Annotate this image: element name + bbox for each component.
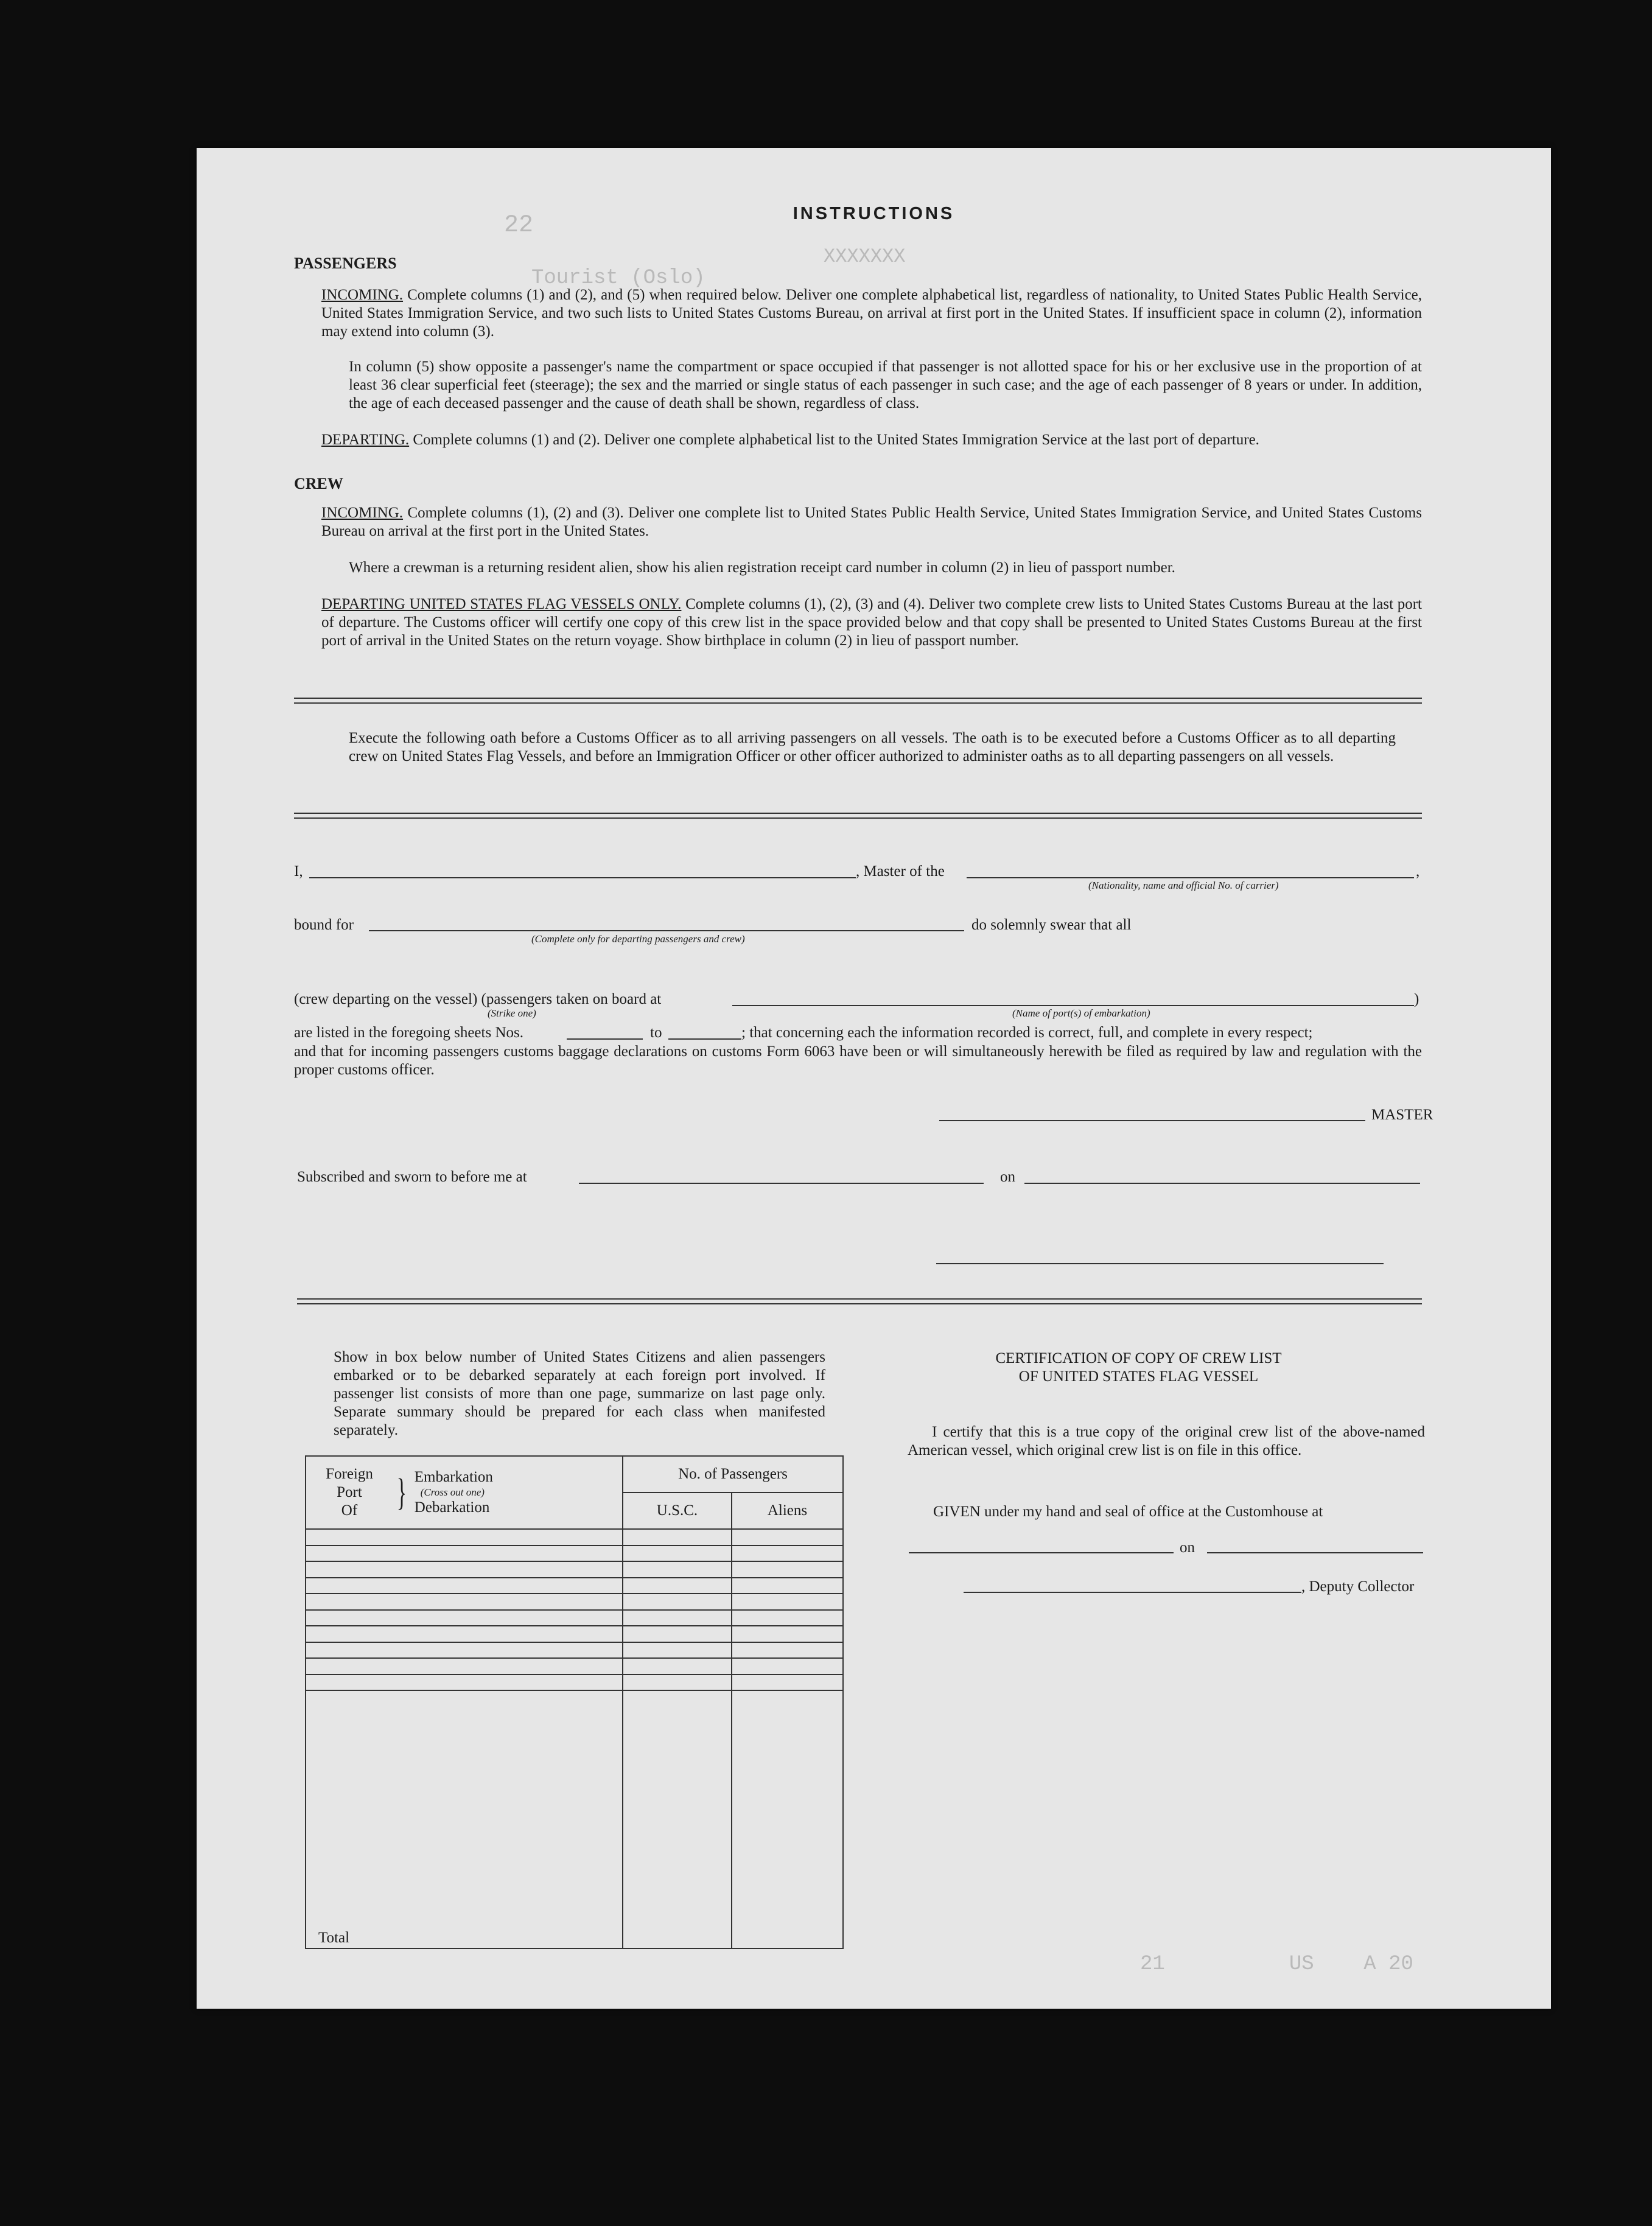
master-signature-field[interactable] <box>939 1120 1365 1121</box>
aliens-cell[interactable] <box>732 1675 843 1691</box>
strike-one-caption: (Strike one) <box>488 1007 536 1019</box>
subscribed-place-field[interactable] <box>579 1183 984 1184</box>
sheet-to-field[interactable] <box>668 1038 741 1040</box>
master-name-field[interactable] <box>309 877 856 878</box>
comma: , <box>1416 863 1420 880</box>
solemnly-swear-label: do solemnly swear that all <box>971 917 1132 933</box>
given-text: GIVEN under my hand and seal of office at the Customhouse at <box>933 1503 1323 1520</box>
passengers-incoming-paragraph <box>321 286 1422 341</box>
carrier-field[interactable] <box>967 877 1414 878</box>
total-row <box>306 1690 843 1948</box>
cert-on-label: on <box>1180 1539 1195 1556</box>
usc-cell[interactable] <box>623 1642 732 1659</box>
certification-title-1: CERTIFICATION OF COPY OF CREW LIST <box>995 1350 1282 1367</box>
passengers-heading: PASSENGERS <box>294 254 397 272</box>
port-header-cell <box>306 1456 623 1529</box>
port-cell[interactable] <box>306 1675 623 1691</box>
bleed-footer: 21 US A 20 <box>1140 1953 1413 1976</box>
table-row <box>306 1626 843 1642</box>
incoming-label: INCOMING. <box>321 287 404 303</box>
table-row <box>306 1529 843 1545</box>
port-cell[interactable] <box>306 1626 623 1642</box>
aliens-cell[interactable] <box>732 1626 843 1642</box>
cross-out-label: (Cross out one) <box>420 1486 485 1498</box>
crew-departing-label: DEPARTING UNITED STATES FLAG VESSELS ONLY. <box>321 596 682 612</box>
aliens-header: Aliens <box>732 1493 843 1529</box>
aliens-cell[interactable] <box>732 1529 843 1545</box>
aliens-cell[interactable] <box>732 1561 843 1578</box>
passengers-departing-paragraph <box>321 431 1429 449</box>
bound-for-label: bound for <box>294 917 354 933</box>
usc-total-cell[interactable] <box>623 1690 732 1948</box>
certify-text: I certify that this is a true copy of the original crew list of the above-named American vessel, which original crew list is on file in this office. <box>908 1424 1425 1458</box>
bleed-xxx: XXXXXXX <box>824 245 906 268</box>
bound-caption: (Complete only for departing passengers and crew) <box>531 933 745 945</box>
table-row <box>306 1594 843 1610</box>
port-cell[interactable] <box>306 1545 623 1562</box>
crew-departing-label: (crew departing on the vessel) (passengers taken on board at <box>294 991 662 1007</box>
crew-heading: CREW <box>294 475 343 492</box>
listed-text-2: and that for incoming passengers customs baggage declarations on customs Form 6063 have been or will simultaneously herewith be filed as required by law and regulation with the proper customs officer. <box>294 1043 1422 1078</box>
deputy-collector-label: , Deputy Collector <box>1301 1578 1415 1595</box>
departing-text: Complete columns (1) and (2). Deliver one complete alphabetical list to the United States Immigration Service at the last port of departure. <box>413 432 1259 448</box>
total-label: Total <box>306 1690 623 1948</box>
crew-incoming-label: INCOMING. <box>321 505 404 521</box>
port-cell[interactable] <box>306 1594 623 1610</box>
aliens-cell[interactable] <box>732 1594 843 1610</box>
aliens-total-cell[interactable] <box>732 1690 843 1948</box>
sheet-from-field[interactable] <box>567 1038 643 1040</box>
usc-cell[interactable] <box>623 1561 732 1578</box>
departing-label: DEPARTING. <box>321 432 410 448</box>
summary-instructions: Show in box below number of United States Citizens and alien passengers embarked or to be debarked separately at each foreign port involved. If passenger list consists of more than one page, summarize on last page only. Separate summary should be prepared for each class when manifested separately. <box>334 1349 825 1438</box>
port-cell[interactable] <box>306 1610 623 1626</box>
usc-header: U.S.C. <box>623 1493 732 1529</box>
table-row <box>306 1675 843 1691</box>
divider <box>294 702 1422 704</box>
crew-departing-paragraph <box>321 595 1422 650</box>
master-of-the-label: , Master of the <box>856 863 945 880</box>
bound-for-field[interactable] <box>369 930 964 931</box>
brace-glyph: } <box>396 1472 407 1513</box>
usc-cell[interactable] <box>623 1675 732 1691</box>
table-row <box>306 1545 843 1562</box>
aliens-cell[interactable] <box>732 1578 843 1594</box>
port-cell[interactable] <box>306 1578 623 1594</box>
aliens-cell[interactable] <box>732 1642 843 1659</box>
usc-cell[interactable] <box>623 1545 732 1562</box>
close-paren: ) <box>1414 991 1419 1007</box>
usc-cell[interactable] <box>623 1594 732 1610</box>
bleed-number: 22 <box>504 212 534 239</box>
debarkation-label: Debarkation <box>414 1499 490 1516</box>
divider <box>294 813 1422 814</box>
page-title: INSTRUCTIONS <box>793 204 955 223</box>
aliens-cell[interactable] <box>732 1545 843 1562</box>
divider <box>297 1298 1422 1300</box>
nationality-caption: (Nationality, name and official No. of carrier) <box>1088 880 1279 891</box>
table-row <box>306 1561 843 1578</box>
usc-cell[interactable] <box>623 1529 732 1545</box>
oath-i-label: I, <box>294 863 303 880</box>
usc-cell[interactable] <box>623 1610 732 1626</box>
usc-cell[interactable] <box>623 1578 732 1594</box>
column5-paragraph: In column (5) show opposite a passenger's name the compartment or space occupied if that passenger is not allotted space for his or her exclusive use in the proportion of at least 36 clear superficial feet (steerage); the sex and the married or single status of each passenger in such case; and the age of each passenger of 8 years or under. In addition, the age of each deceased passenger and the cause of death shall be shown, regardless of class. <box>349 359 1422 411</box>
usc-cell[interactable] <box>623 1658 732 1675</box>
usc-cell[interactable] <box>623 1626 732 1642</box>
divider <box>294 817 1422 819</box>
certification-title-2: OF UNITED STATES FLAG VESSEL <box>1018 1368 1259 1385</box>
deputy-signature-field[interactable] <box>964 1592 1301 1593</box>
ports-caption: (Name of port(s) of embarkation) <box>1012 1007 1150 1019</box>
crew-incoming-text: Complete columns (1), (2) and (3). Deliver one complete list to United States Public Health Service, United States Immigration Service, and United States Customs Bureau on arrival at the first port in the United States. <box>321 505 1422 539</box>
table-row <box>306 1642 843 1659</box>
divider <box>297 1303 1422 1304</box>
subscribed-on-label: on <box>1000 1169 1015 1185</box>
divider <box>294 698 1422 699</box>
subscribed-date-field[interactable] <box>1024 1183 1420 1184</box>
table-row <box>306 1658 843 1675</box>
to-label: to <box>650 1024 662 1041</box>
bleed-tourist: Tourist (Oslo) <box>531 267 705 290</box>
subscribed-label: Subscribed and sworn to before me at <box>297 1169 527 1185</box>
port-cell[interactable] <box>306 1561 623 1578</box>
embarkation-ports-field[interactable] <box>732 1005 1414 1006</box>
crewman-paragraph: Where a crewman is a returning resident alien, show his alien registration receipt card number in column (2) in lieu of passport number. <box>349 559 1175 576</box>
cert-date-field[interactable] <box>1207 1552 1423 1553</box>
crew-departing-text: Complete columns (1), (2), (3) and (4). Deliver two complete crew lists to United States Customs Bureau at the last port of departure. The Customs officer will certify one copy of this crew list in the space provided below and that copy shall be presented to United States Customs Bureau at the first port of arrival in the United States on the return voyage. Show birthplace in column (2) in lieu of passport number. <box>321 596 1422 649</box>
incoming-text: Complete columns (1) and (2), and (5) when required below. Deliver one complete alphabetical list, regardless of nationality, to United States Public Health Service, United States Immigration Service, and two such lists to United States Customs Bureau, on arrival at first port in the United States. If insufficient space in column (2), information may extend into column (3). <box>321 287 1423 340</box>
officer-signature-field[interactable] <box>936 1263 1384 1264</box>
customhouse-field[interactable] <box>909 1552 1174 1553</box>
foreign-port-label: Foreign Port Of <box>326 1466 373 1519</box>
port-cell[interactable] <box>306 1529 623 1545</box>
table-row <box>306 1578 843 1594</box>
no-passengers-header: No. of Passengers <box>623 1456 843 1493</box>
listed-rest: ; that concerning each the information recorded is correct, full, and complete in every respect; <box>741 1024 1313 1041</box>
master-label: MASTER <box>1371 1107 1433 1123</box>
document-page <box>197 148 1551 2009</box>
aliens-cell[interactable] <box>732 1658 843 1675</box>
listed-in-label: are listed in the foregoing sheets Nos. <box>294 1024 523 1041</box>
port-cell[interactable] <box>306 1642 623 1659</box>
aliens-cell[interactable] <box>732 1610 843 1626</box>
crew-incoming-paragraph <box>321 504 1422 541</box>
embarkation-label: Embarkation <box>414 1469 493 1485</box>
oath-instructions: Execute the following oath before a Customs Officer as to all arriving passengers on all vessels. The oath is to be executed before a Customs Officer as to all departing crew on United States Flag Vessels, and before an Immigration Officer or other officer authorized to administer oaths as to all departing passengers on all vessels. <box>349 730 1396 765</box>
port-cell[interactable] <box>306 1658 623 1675</box>
table-row <box>306 1610 843 1626</box>
passenger-summary-table <box>305 1455 844 1949</box>
